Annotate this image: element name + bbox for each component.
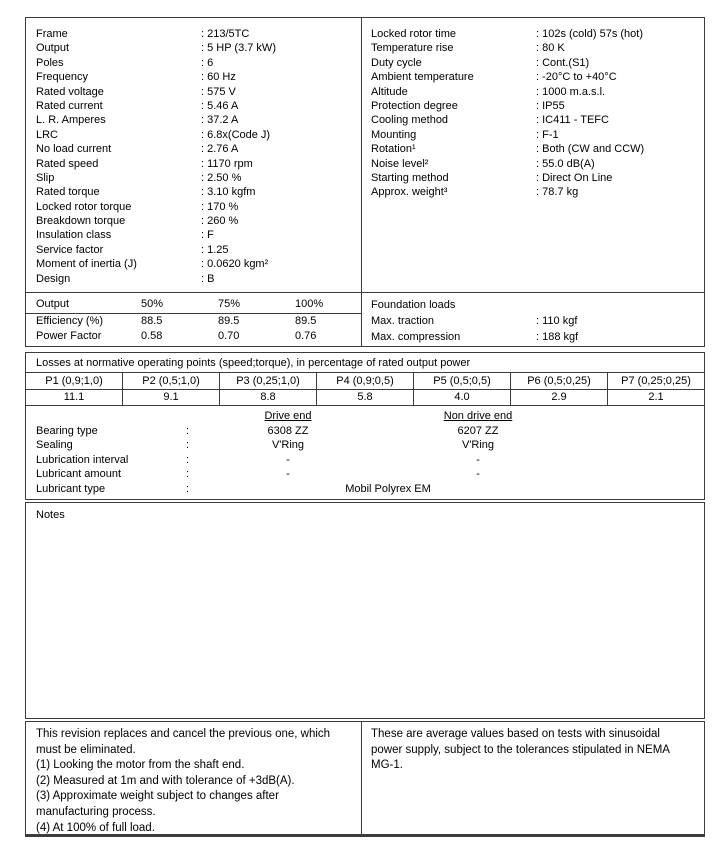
- spec-row-design: [36, 272, 361, 286]
- spec-value: : F: [201, 229, 214, 242]
- spec-row-insulation-class: [36, 228, 361, 242]
- sealing-row: [26, 438, 704, 453]
- foundation-loads-section: [362, 293, 704, 346]
- spec-row-frequency: [36, 70, 361, 84]
- losses-value-p6: 2.9: [511, 390, 608, 405]
- efficiency-75: 89.5: [218, 315, 240, 327]
- colon: :: [186, 468, 190, 480]
- spec-value: : Both (CW and CCW): [536, 143, 645, 156]
- footer-disclaimer: [362, 722, 704, 834]
- footer-note-2: (2) Measured at 1m and with tolerance of +3dB(A).: [36, 774, 295, 787]
- spec-row-service-factor: [36, 243, 361, 257]
- spec-row-poles: [36, 56, 361, 70]
- spec-label: L. R. Amperes: [36, 114, 106, 127]
- spec-label: Altitude: [371, 85, 408, 98]
- spec-label: Frame: [36, 28, 68, 40]
- foundation-loads-title: Foundation loads: [371, 299, 456, 311]
- spec-label: Rated current: [36, 99, 103, 112]
- notes-box: [25, 502, 705, 719]
- spec-value: : 1170 rpm: [201, 157, 253, 170]
- efficiency-label: Efficiency (%): [36, 315, 104, 327]
- spec-value: : 260 %: [201, 215, 239, 228]
- spec-label: Design: [36, 272, 71, 285]
- efficiency-row: [26, 314, 361, 329]
- spec-row-locked-rotor-time: [371, 27, 704, 41]
- sealing-drive-end: V'Ring: [271, 439, 305, 451]
- sealing-label: Sealing: [36, 439, 73, 451]
- colon: :: [186, 424, 190, 437]
- losses-header-row: [26, 373, 704, 390]
- spec-value: : 2.50 %: [201, 171, 242, 184]
- drive-end-header: Drive end: [264, 410, 312, 422]
- bearing-header-spacer: [186, 409, 198, 424]
- spec-value: : 3.10 kgfm: [201, 186, 256, 199]
- max-traction-value: : 110 kgf: [536, 315, 578, 327]
- spec-row-ambient-temperature: [371, 70, 704, 84]
- losses-header-p6: P6 (0,5;0,25): [511, 373, 608, 389]
- performance-table: [26, 293, 362, 346]
- losses-value-p2: 9.1: [123, 390, 220, 405]
- spec-value: : 575 V: [201, 85, 236, 98]
- footer-note-3: (3) Approximate weight subject to changes after manufacturing process.: [36, 790, 279, 818]
- losses-header-p7: P7 (0,25;0,25): [621, 375, 691, 387]
- lubrication-interval-drive-end: -: [286, 453, 290, 466]
- spec-row-breakdown-torque: [36, 214, 361, 228]
- spec-value: : 1.25: [201, 243, 229, 256]
- performance-header-row: [26, 297, 361, 314]
- losses-values-row: [26, 390, 704, 406]
- spec-label: Rated speed: [36, 157, 99, 170]
- spec-row-moment-of-inertia: [36, 257, 361, 271]
- spec-value: : 1000 m.a.s.l.: [536, 85, 606, 98]
- spec-value: : 2.76 A: [201, 143, 239, 156]
- max-traction-label: Max. traction: [371, 315, 434, 327]
- spec-label: Approx. weight³: [371, 186, 448, 199]
- power-factor-50: 0.58: [141, 329, 163, 342]
- spec-value: : 213/5TC: [201, 28, 250, 40]
- losses-header-p5: P5 (0,5;0,5): [414, 373, 511, 389]
- spec-label: Rated voltage: [36, 85, 104, 98]
- footer-revision-notes: [26, 722, 362, 834]
- spec-value: : 170 %: [201, 200, 239, 213]
- power-factor-100: 0.76: [295, 329, 317, 342]
- spec-row-locked-rotor-torque: [36, 200, 361, 214]
- spec-label: Output: [36, 42, 70, 55]
- bearing-type-non-drive-end: 6207 ZZ: [457, 424, 499, 437]
- specs-section: [26, 18, 704, 293]
- spec-row-no-load-current: [36, 142, 361, 156]
- spec-value: : 60 Hz: [201, 71, 236, 84]
- spec-value: : 55.0 dB(A): [536, 157, 595, 170]
- spec-row-duty-cycle: [371, 56, 704, 70]
- spec-label: Service factor: [36, 243, 104, 256]
- max-compression-value: : 188 kgf: [536, 331, 579, 343]
- footer-note-1: (1) Looking the motor from the shaft end.: [36, 759, 245, 772]
- spec-value: : Direct On Line: [536, 171, 613, 184]
- losses-header-p3: P3 (0,25;1,0): [220, 373, 317, 389]
- spec-row-rated-torque: [36, 185, 361, 199]
- spec-label: Moment of inertia (J): [36, 258, 137, 271]
- spec-value: : 6: [201, 56, 214, 69]
- footer-note-revision: This revision replaces and cancel the previous one, which must be eliminated.: [36, 728, 331, 756]
- performance-section: [26, 293, 704, 346]
- spec-label: Locked rotor torque: [36, 200, 132, 213]
- spec-label: Slip: [36, 171, 55, 184]
- spec-label: No load current: [36, 143, 112, 156]
- lubrication-interval-label: Lubrication interval: [36, 453, 129, 466]
- spec-row-altitude: [371, 85, 704, 99]
- spec-row-slip: [36, 171, 361, 185]
- spec-label: Rated torque: [36, 186, 100, 199]
- performance-col-75: 75%: [218, 298, 241, 310]
- performance-col-100: 100%: [295, 298, 324, 310]
- spec-label: Protection degree: [371, 99, 458, 112]
- efficiency-50: 88.5: [141, 315, 163, 327]
- bearing-type-row: [26, 424, 704, 439]
- bearing-type-drive-end: 6308 ZZ: [267, 424, 309, 437]
- spec-label: Breakdown torque: [36, 215, 126, 228]
- losses-value-p7: 2.1: [648, 391, 664, 403]
- bearing-header-spacer: [26, 409, 186, 424]
- spec-label: Locked rotor time: [371, 28, 456, 40]
- spec-value: : 102s (cold) 57s (hot): [536, 28, 643, 40]
- max-compression-row: [371, 330, 704, 345]
- spec-label: Rotation¹: [371, 143, 416, 156]
- max-traction-row: [371, 314, 704, 329]
- spec-row-rated-voltage: [36, 85, 361, 99]
- spec-row-rated-speed: [36, 157, 361, 171]
- performance-header-label: Output: [36, 298, 70, 310]
- spec-label: Insulation class: [36, 229, 112, 242]
- spec-row-lrc: [36, 128, 361, 142]
- spec-label: Frequency: [36, 71, 88, 84]
- spec-row-rotation: [371, 142, 704, 156]
- specs-performance-box: [25, 17, 705, 347]
- specs-right-column: [362, 18, 704, 292]
- losses-value-p3: 8.8: [220, 390, 317, 405]
- lubricant-type-label: Lubricant type: [36, 482, 106, 495]
- lubricant-amount-drive-end: -: [286, 468, 290, 480]
- max-compression-label: Max. compression: [371, 331, 461, 343]
- lubricant-type-row: [26, 482, 704, 497]
- power-factor-label: Power Factor: [36, 329, 102, 342]
- spec-value: : F-1: [536, 128, 559, 141]
- footer-note-4: (4) At 100% of full load.: [36, 821, 155, 834]
- spec-label: Duty cycle: [371, 56, 422, 69]
- spec-row-noise-level: [371, 157, 704, 171]
- spec-value: : 78.7 kg: [536, 186, 579, 199]
- lubricant-type-value: Mobil Polyrex EM: [345, 482, 431, 495]
- bearing-header-row: [26, 409, 704, 424]
- spec-row-protection-degree: [371, 99, 704, 113]
- losses-header-p4: P4 (0,9;0,5): [317, 373, 414, 389]
- spec-label: Noise level²: [371, 157, 429, 170]
- efficiency-100: 89.5: [295, 315, 317, 327]
- footer-box: [25, 721, 705, 837]
- non-drive-end-header: Non drive end: [443, 410, 513, 422]
- performance-col-50: 50%: [141, 298, 164, 310]
- lubricant-amount-label: Lubricant amount: [36, 468, 121, 480]
- spec-row-cooling-method: [371, 113, 704, 127]
- spec-label: Poles: [36, 56, 64, 69]
- specs-left-column: [26, 18, 362, 292]
- lubrication-interval-row: [26, 453, 704, 468]
- bearings-section: [26, 406, 704, 496]
- lubrication-interval-non-drive-end: -: [476, 453, 480, 466]
- colon: :: [186, 453, 190, 466]
- spec-label: Mounting: [371, 128, 417, 141]
- power-factor-75: 0.70: [218, 329, 240, 342]
- losses-header-p1: P1 (0,9;1,0): [26, 373, 123, 389]
- spec-label: Starting method: [371, 171, 449, 184]
- spec-value: : 5.46 A: [201, 99, 239, 112]
- spec-value: : -20°C to +40°C: [536, 71, 617, 84]
- spec-value: : B: [201, 272, 215, 285]
- spec-value: : IC411 - TEFC: [536, 114, 609, 127]
- notes-title: Notes: [36, 509, 65, 521]
- losses-bearings-box: [25, 352, 705, 500]
- spec-row-starting-method: [371, 171, 704, 185]
- losses-value-p5: 4.0: [414, 390, 511, 405]
- spec-value: : 37.2 A: [201, 114, 239, 127]
- losses-value-p4: 5.8: [317, 390, 414, 405]
- bearing-type-label: Bearing type: [36, 424, 98, 437]
- footer-disclaimer-text: These are average values based on tests with sinusoidal power supply, subject to the tolerances stipulated in NEMA MG-1.: [371, 728, 670, 772]
- spec-value: : 5 HP (3.7 kW): [201, 42, 276, 55]
- lubricant-amount-row: [26, 467, 704, 482]
- spec-row-approx-weight: [371, 185, 704, 199]
- spec-row-mounting: [371, 128, 704, 142]
- lubricant-amount-non-drive-end: -: [476, 468, 480, 480]
- spec-label: LRC: [36, 128, 59, 141]
- spec-value: : 80 K: [536, 42, 565, 55]
- power-factor-row: [26, 329, 361, 344]
- spec-value: : 6.8x(Code J): [201, 128, 271, 141]
- losses-title: Losses at normative operating points (speed;torque), in percentage of rated output power: [26, 353, 704, 373]
- losses-value-p1: 11.1: [26, 390, 123, 405]
- spec-label: Cooling method: [371, 114, 449, 127]
- colon: :: [186, 482, 190, 495]
- spec-row-lr-amperes: [36, 113, 361, 127]
- sealing-non-drive-end: V'Ring: [461, 439, 495, 451]
- spec-value: : 0.0620 kgm²: [201, 258, 269, 271]
- losses-header-p2: P2 (0,5;1,0): [123, 373, 220, 389]
- spec-row-rated-current: [36, 99, 361, 113]
- spec-label: Temperature rise: [371, 42, 454, 55]
- spec-value: : IP55: [536, 99, 565, 112]
- spec-row-output: [36, 41, 361, 55]
- spec-label: Ambient temperature: [371, 71, 474, 84]
- spec-row-temperature-rise: [371, 41, 704, 55]
- colon: :: [186, 439, 190, 451]
- spec-value: : Cont.(S1): [536, 56, 590, 69]
- spec-row-frame: [36, 27, 361, 41]
